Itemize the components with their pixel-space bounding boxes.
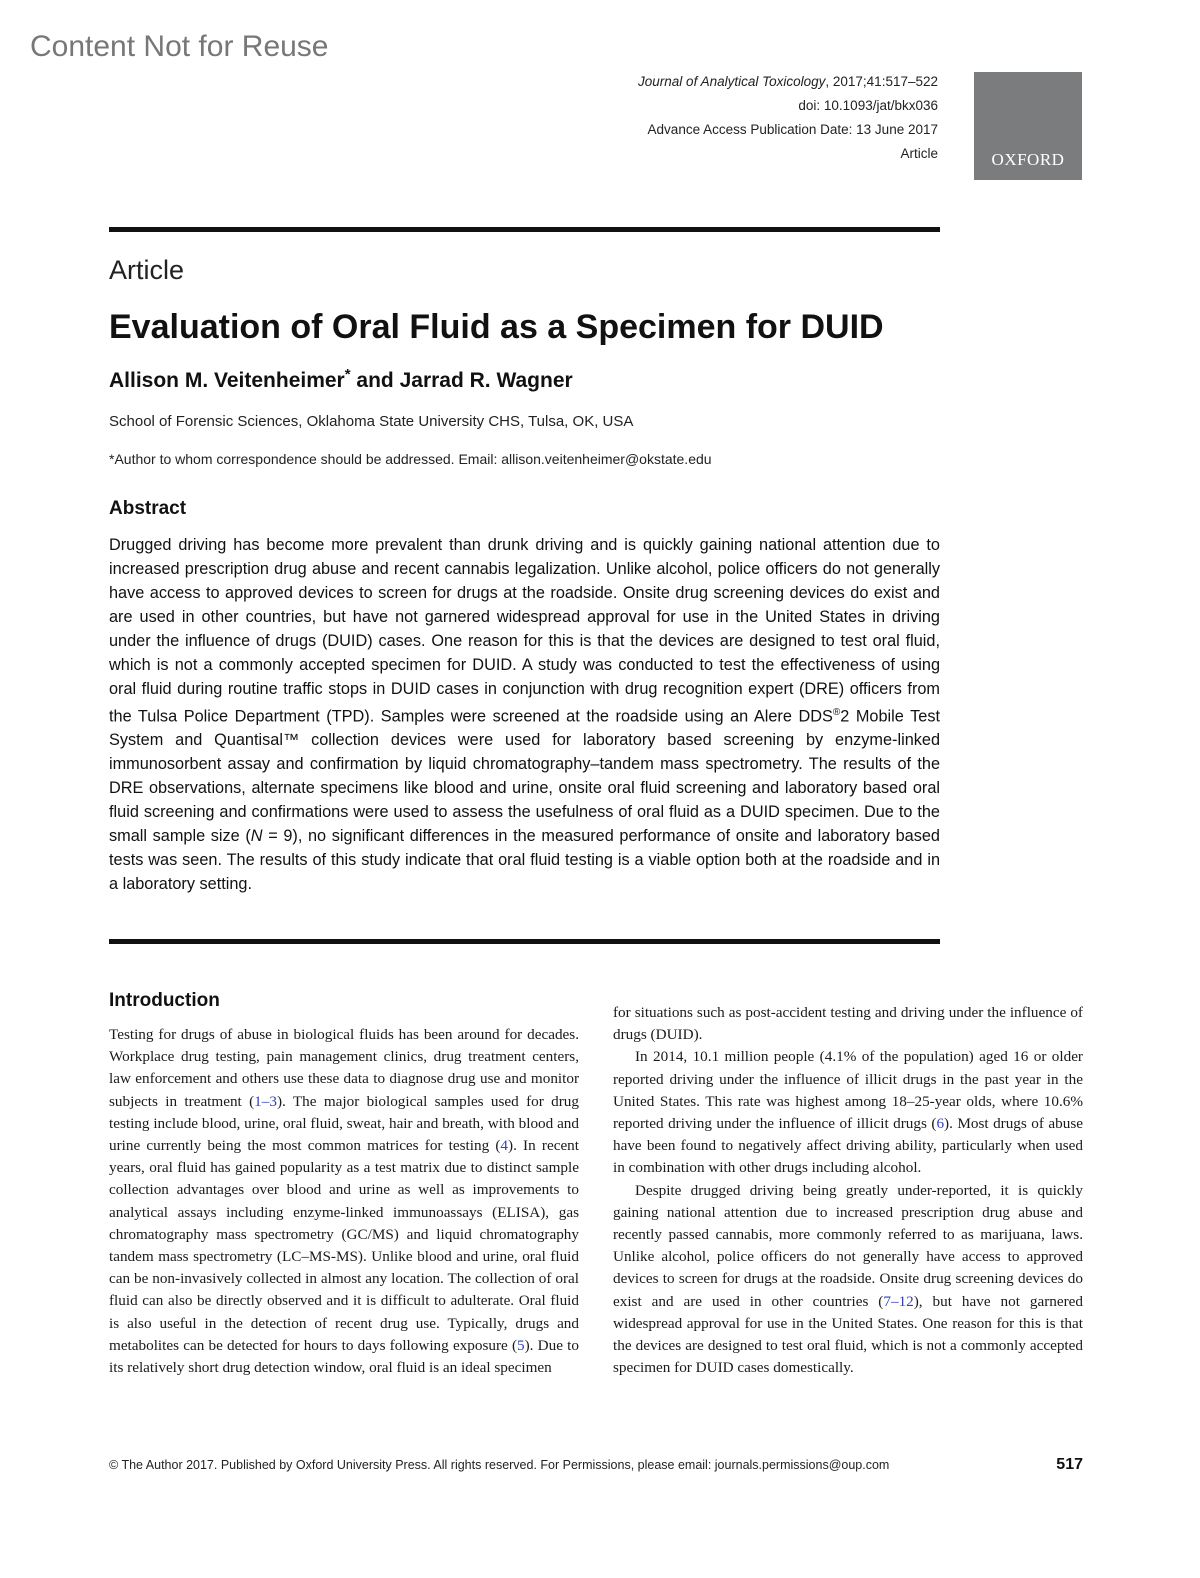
citation-link[interactable]: 4	[500, 1137, 509, 1155]
article-type: Article	[109, 255, 185, 285]
citation-link[interactable]: 5	[517, 1336, 525, 1354]
text-run: In 2014, 10.1 million people (4.1% of the population) aged 16 or older reported driving under the influence of illicit drugs in the past year in the United States. This rate was highest among 18–25-year olds, where 10.6% reported driving under the influence of illicit drugs (	[613, 1048, 1083, 1133]
intro-paragraph-1-continued: for situations such as post-accident testing and driving under the influence of drugs (DUID).	[613, 1004, 1083, 1044]
author-rest: and Jarrad R. Wagner	[350, 369, 573, 392]
journal-citation	[638, 70, 938, 94]
abstract-rule	[109, 939, 940, 944]
right-column	[613, 1002, 1083, 1379]
author-first: Allison M. Veitenheimer	[109, 369, 345, 392]
journal-volume: , 2017;41:517–522	[825, 74, 938, 89]
corresponding-mark: *	[344, 366, 351, 383]
text-run: ), but have not garnered widespread approval for use in the United States. One reason for this is that the devices are designed to test oral fluid, which is not a commonly accepted specimen for DUID cases domestically.	[613, 1292, 1083, 1377]
footer-copyright: © The Author 2017. Published by Oxford University Press. All rights reserved. For Permissions, please email: journals.permissions@oup.com	[109, 1458, 890, 1472]
oxford-logo-text: OXFORD	[991, 150, 1065, 169]
text-run: ). In recent years, oral fluid has gained popularity as a test matrix due to distinct sample collection advantages over blood and urine as well as improvements to analytical assays including enzyme-linked immunoassays (ELISA), gas chromatography mass spectrometry (GC/MS) and liquid chromatography tandem mass spectrometry (LC–MS-MS). Unlike blood and urine, oral fluid can be non-invasively collected in almost any location. The collection of oral fluid can also be directly observed and it is difficult to adulterate. Oral fluid is also useful in the detection of recent drug use. Typically, drugs and metabolites can be detected for hours to days following exposure (	[109, 1137, 579, 1354]
citation-link[interactable]: 1–3	[254, 1092, 277, 1110]
text-run: ). Most drugs of abuse have been found to negatively affect driving ability, particularly when used in combination with other drugs including alcohol.	[613, 1115, 1083, 1177]
intro-paragraph-1	[109, 1024, 579, 1379]
sample-size-symbol: N	[250, 827, 263, 846]
citation-link[interactable]: 7–12	[883, 1292, 914, 1310]
abstract-heading: Abstract	[109, 498, 187, 519]
abstract-text-2: 2 Mobile Test System and Quantisal™ collection devices were used for laboratory based screening by enzyme-linked immunosorbent assay and confirmation by liquid chromatography–tandem mass spectrometry. The results of the DRE observations, alternate specimens like blood and urine, onsite oral fluid screening and laboratory based oral fluid screening and confirmations were used to assess the usefulness of oral fluid as a DUID specimen. Due to the small sample size (	[109, 707, 940, 846]
header-rule	[109, 227, 940, 232]
text-run: ). Due to its relatively short drug detection window, oral fluid is an ideal specimen	[109, 1336, 579, 1377]
text-run: Testing for drugs of abuse in biological fluids has been around for decades. Workplace drug testing, pain management clinics, drug treatment centers, law enforcement and others use these data to diagnose drug use and monitor subjects in treatment (	[109, 1026, 579, 1110]
intro-paragraph-3	[613, 1180, 1083, 1380]
registered-mark: ®	[832, 707, 841, 718]
publication-date: Advance Access Publication Date: 13 June 2017	[647, 122, 938, 137]
oxford-logo	[974, 72, 1082, 180]
watermark: Content Not for Reuse	[30, 30, 329, 63]
text-run: Despite drugged driving being greatly under-reported, it is quickly gaining national attention due to increased prescription drug abuse and recently passed cannabis, more commonly referred to as marijuana, laws. Unlike alcohol, police officers do not generally have access to approved devices to screen for drugs at the roadside. Onsite drug screening devices do exist and are used in other countries (	[613, 1181, 1083, 1310]
authors	[109, 366, 573, 393]
correspondence-note: *Author to whom correspondence should be addressed. Email: allison.veitenheimer@okstate.edu	[109, 451, 712, 467]
text-run: ). The major biological samples used for drug testing include blood, urine, oral fluid, sweat, hair and breath, with blood and urine currently being the most common matrices for testing (	[109, 1092, 579, 1155]
journal-meta	[638, 70, 938, 166]
page-number: 517	[1056, 1456, 1083, 1473]
journal-name: Journal of Analytical Toxicology	[638, 74, 826, 89]
abstract-text-3: = 9), no significant differences in the measured performance of onsite and laboratory based tests was seen. The results of this study indicate that oral fluid testing is a viable option both at the roadside and in a laboratory setting.	[109, 827, 940, 894]
left-column	[109, 1024, 579, 1379]
paper-title: Evaluation of Oral Fluid as a Specimen for DUID	[109, 308, 884, 346]
abstract-text-1: Drugged driving has become more prevalent than drunk driving and is quickly gaining national attention due to increased prescription drug abuse and recent cannabis legalization. Unlike alcohol, police officers do not generally have access to approved devices to screen for drugs at the roadside. Onsite drug screening devices do exist and are used in other countries, but have not garnered widespread approval for use in the United States in driving under the influence of drugs (DUID) cases. One reason for this is that the devices are designed to test oral fluid, which is not a commonly accepted specimen for DUID. A study was conducted to test the effectiveness of using oral fluid during routine traffic stops in DUID cases in conjunction with drug recognition expert (DRE) officers from the Tulsa Police Department (TPD). Samples were screened at the roadside using an Alere DDS	[109, 536, 940, 726]
article-label: Article	[900, 146, 938, 161]
abstract-body	[109, 533, 940, 896]
intro-paragraph-2	[613, 1046, 1083, 1179]
introduction-heading: Introduction	[109, 990, 220, 1011]
doi: doi: 10.1093/jat/bkx036	[798, 98, 938, 113]
citation-link[interactable]: 6	[936, 1115, 945, 1133]
affiliation: School of Forensic Sciences, Oklahoma State University CHS, Tulsa, OK, USA	[109, 413, 634, 430]
